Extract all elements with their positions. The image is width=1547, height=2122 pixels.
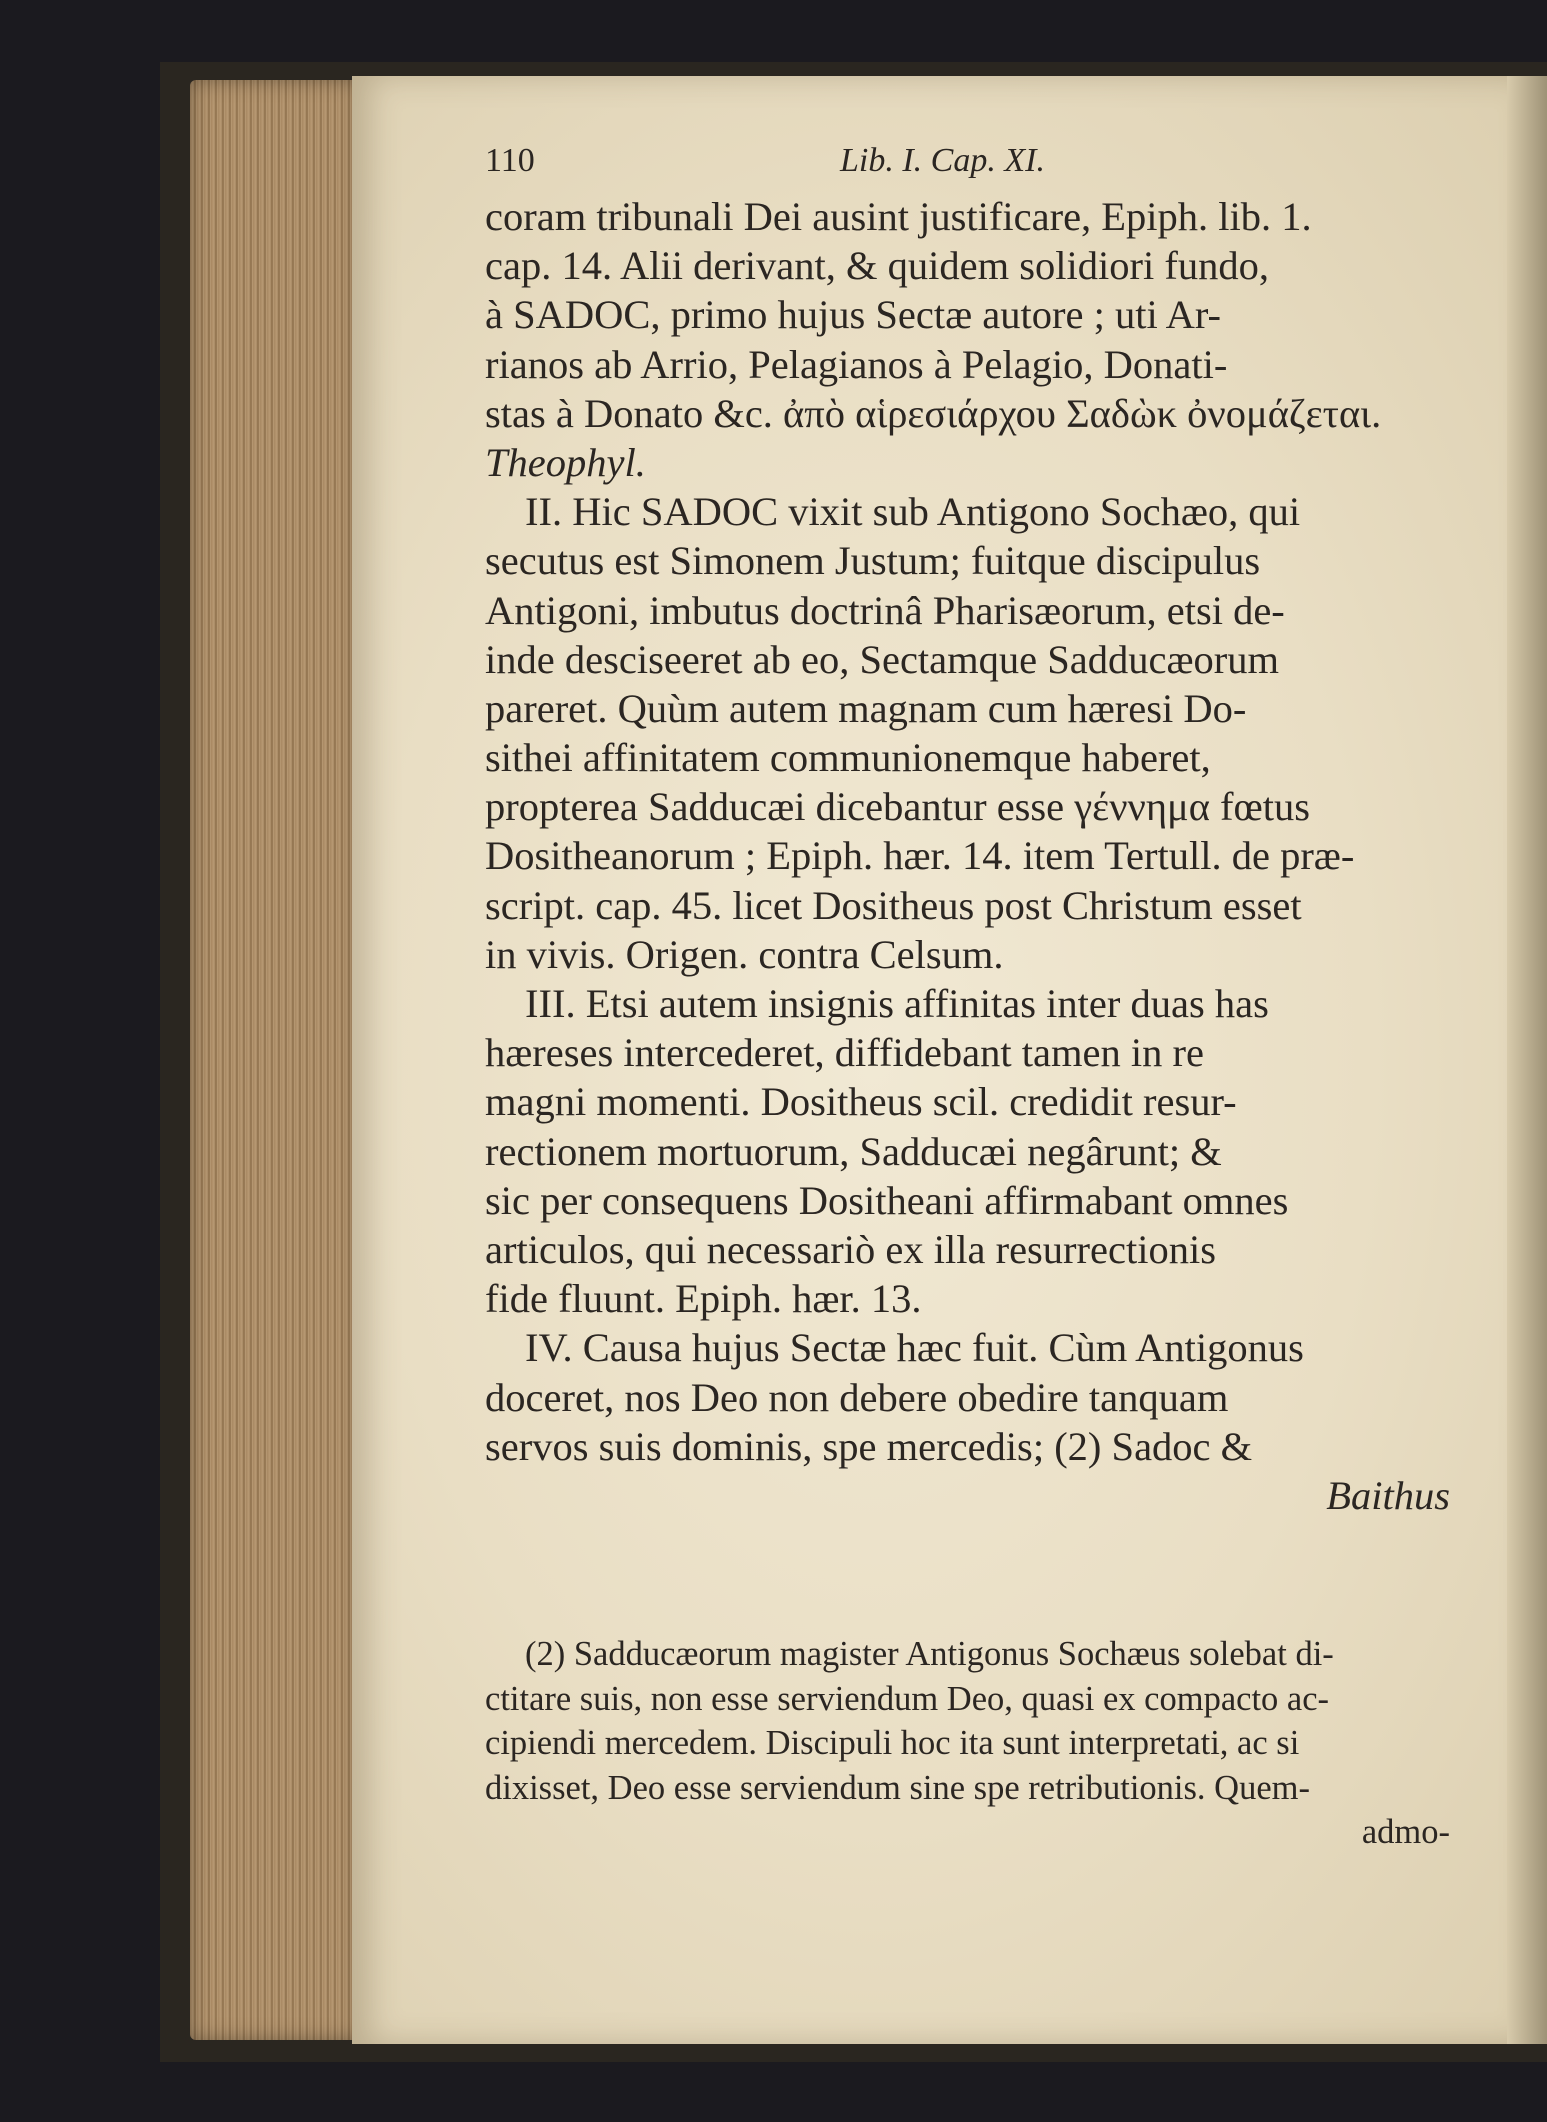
text-line: Theophyl.: [485, 439, 646, 485]
text-line: fide fluunt. Epiph. hær. 13.: [485, 1276, 922, 1322]
text-line: secutus est Simonem Justum; fuitque discipulus: [485, 538, 1261, 584]
text-line: cap. 14. Alii derivant, & quidem solidiori fundo,: [485, 243, 1270, 289]
paragraph-start: III. Etsi autem insignis affinitas inter duas has: [525, 981, 1269, 1026]
text-line: propterea Sadducæi dicebantur esse γέννημα fœtus: [485, 784, 1311, 830]
text-line: inde desciseeret ab eo, Sectamque Sadducæorum: [485, 636, 1279, 682]
footnote-line: dixisset, Deo esse serviendum sine spe retributionis. Quem-: [485, 1768, 1310, 1807]
text-line: Antigoni, imbutus doctrinâ Pharisæorum, etsi de-: [485, 587, 1285, 633]
text-line: rectionem mortuorum, Sadducæi negârunt; &: [485, 1128, 1222, 1174]
footnote-line: cipiendi mercedem. Discipuli hoc ita sunt interpretati, ac si: [485, 1724, 1300, 1762]
footnote-line: ctitare suis, non esse serviendum Deo, quasi ex compacto ac-: [485, 1679, 1330, 1718]
running-head: [485, 130, 1450, 192]
text-line: hæreses intercederet, diffidebant tamen in re: [485, 1030, 1204, 1076]
paragraph-start: II. Hic SADOC vixit sub Antigono Sochæo, qui: [525, 489, 1301, 535]
text-line: Dositheanorum ; Epiph. hær. 14. item Tertull. de præ-: [485, 833, 1355, 879]
text-line: in vivis. Origen. contra Celsum.: [485, 931, 1004, 977]
main-text: [485, 192, 1450, 1520]
text-line: rianos ab Arrio, Pelagianos à Pelagio, Donati-: [485, 341, 1228, 387]
page-edges: [190, 80, 360, 2040]
text-line: coram tribunali Dei ausint justificare, Epiph. lib. 1.: [485, 194, 1312, 239]
text-line: sic per consequens Dositheani affirmabant omnes: [485, 1177, 1289, 1223]
text-line: doceret, nos Deo non debere obedire tanquam: [485, 1374, 1229, 1420]
footnote-catchword: admo-: [1361, 1813, 1450, 1851]
footnote-line: (2) Sadducæorum magister Antigonus Sochæus solebat di-: [525, 1635, 1334, 1673]
footnote: [485, 1632, 1450, 1855]
text-line: articulos, qui necessariò ex illa resurrectionis: [485, 1226, 1216, 1272]
text-line: servos suis dominis, spe mercedis; (2) Sadoc &: [485, 1423, 1253, 1469]
text-line: sithei affinitatem communionemque haberet,: [485, 735, 1211, 781]
text-line: script. cap. 45. licet Dositheus post Christum esset: [485, 882, 1302, 928]
text-line: à SADOC, primo hujus Sectæ autore ; uti Ar-: [485, 292, 1222, 338]
gutter-shadow: [1507, 76, 1547, 2044]
page-number: 110: [485, 142, 535, 179]
paragraph-start: IV. Causa hujus Sectæ hæc fuit. Cùm Antigonus: [525, 1325, 1304, 1371]
text-line: stas à Donato &c. ἀπὸ αἱρεσιάρχου Σαδὼκ ὀνομάζεται.: [485, 390, 1382, 436]
running-title: Lib. I. Cap. XI.: [840, 142, 1045, 179]
text-line: magni momenti. Dositheus scil. credidit resur-: [485, 1079, 1237, 1125]
catchword: Baithus: [1326, 1472, 1450, 1518]
page-content: [485, 130, 1450, 1520]
text-line: pareret. Quùm autem magnam cum hæresi Do-: [485, 685, 1247, 731]
